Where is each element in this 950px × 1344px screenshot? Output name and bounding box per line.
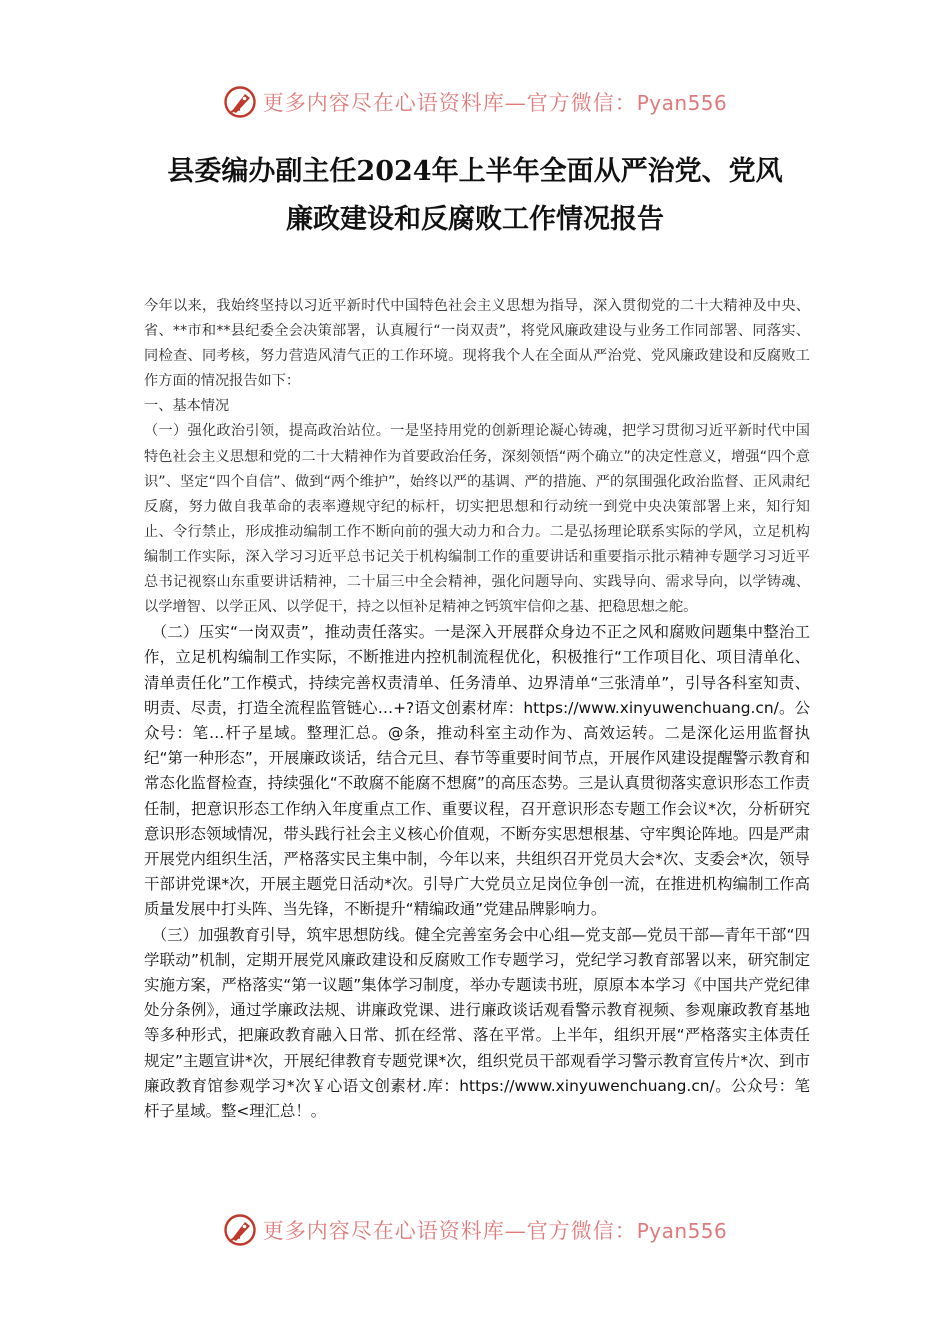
document-body <box>144 294 810 1124</box>
pen-nib-logo-icon <box>223 85 257 119</box>
banner-label: 更多内容尽在心语资料库—官方微信： <box>262 91 637 115</box>
banner-label: 更多内容尽在心语资料库—官方微信： <box>262 1219 637 1243</box>
banner-text <box>263 1215 728 1245</box>
document-title <box>110 148 840 244</box>
title-line-1: 县委编办副主任2024年上半年全面从严治党、党风 <box>167 156 783 187</box>
paragraph-part-1: （一）强化政治引领，提高政治站位。一是坚持用党的创新理论凝心铸魂，把学习贯彻习近平新时代中国特色社会主义思想和党的二十大精神作为首要政治任务，深刻领悟“两个确立”的决定性意义，增强“四个意识”、坚定“四个自信”、做到“两个维护”，始终以严的基调、严的措施、严的氛围强化政治监督、正风肃纪反腐，努力做自我革命的表率遵规守纪的标杆，切实把思想和行动统一到党中央决策部署上来，知行知止、令行禁止，形成推动编制工作不断向前的强大动力和合力。二是弘扬理论联系实际的学风，立足机构编制工作实际，深入学习习近平总书记关于机构编制工作的重要讲话和重要指示批示精神专题学习习近平总书记视察山东重要讲话精神，二十届三中全会精神，强化问题导向、实践导向、需求导向，以学铸魂、以学增智、以学正风、以学促干，持之以恒补足精神之钙筑牢信仰之基、把稳思想之舵。 <box>144 423 810 616</box>
section-heading-basic-situation: 一、基本情况 <box>144 398 230 415</box>
paragraph-part-3: （三）加强教育引导，筑牢思想防线。健全完善室务会中心组—党支部—党员干部—青年干部“四学联动”机制，定期开展党风廉政建设和反腐败工作专题学习，党纪学习教育部署以来，研究制定实施方案，严格落实“第一议题”集体学习制度，举办专题读书班，原原本本学习《中国共产党纪律处分条例》，通过学廉政法规、讲廉政党课、进行廉政谈话观看警示教育视频、参观廉政教育基地等多种形式，把廉政教育融入日常、抓在经常、落在平常。上半年，组织开展“严格落实主体责任规定”主题宣讲*次，开展纪律教育专题党课*次，组织党员干部观看学习警示教育宣传片*次、到市廉政教育馆参观学习*次￥心语文创素材.库：https://www.xinyuwenchuang.cn/。公众号：笔杆子星域。整<理汇总！。 <box>144 925 810 1121</box>
banner-text <box>263 87 728 117</box>
footer-banner <box>0 1210 950 1250</box>
title-line-2: 廉政建设和反腐败工作情况报告 <box>286 204 664 235</box>
header-banner <box>0 82 950 122</box>
banner-wechat-handle: Pyan556 <box>636 1219 728 1243</box>
pen-nib-logo-icon <box>223 1213 257 1247</box>
paragraph-part-2: （二）压实“一岗双责”，推动责任落实。一是深入开展群众身边不正之风和腐败问题集中整治工作，立足机构编制工作实际，不断推进内控机制流程优化，积极推行“工作项目化、项目清单化、清单责任化”工作模式，持续完善权责清单、任务清单、边界清单“三张清单”，引导各科室知责、明责、尽责，打造全流程监管链心…+?语文创素材库：https://www.xinyuwenchuang.cn/。公众号：笔…杆子星域。整理汇总。@条，推动科室主动作为、高效运转。二是深化运用监督执纪“第一种形态”，开展廉政谈话，结合元旦、春节等重要时间节点，开展作风建设提醒警示教育和常态化监督检查，持续强化“不敢腐不能腐不想腐”的高压态势。三是认真贯彻落实意识形态工作责任制，把意识形态工作纳入年度重点工作、重要议程，召开意识形态专题工作会议*次，分析研究意识形态领域情况，带头践行社会主义核心价值观，不断夯实思想根基、守牢舆论阵地。四是严肃开展党内组织生活，严格落实民主集中制，今年以来，共组织召开党员大会*次、支委会*次，领导干部讲党课*次，开展主题党日活动*次。引导广大党员立足岗位争创一流，在推进机构编制工作高质量发展中打头阵、当先锋，不断提升“精编政通”党建品牌影响力。 <box>144 623 810 919</box>
intro-paragraph: 今年以来，我始终坚持以习近平新时代中国特色社会主义思想为指导，深入贯彻党的二十大精神及中央、省、**市和**县纪委全会决策部署，认真履行“一岗双责”，将党风廉政建设与业务工作同部署、同落实、同检查、同考核，努力营造风清气正的工作环境。现将我个人在全面从严治党、党风廉政建设和反腐败工作方面的情况报告如下： <box>144 298 810 390</box>
banner-wechat-handle: Pyan556 <box>636 91 728 115</box>
